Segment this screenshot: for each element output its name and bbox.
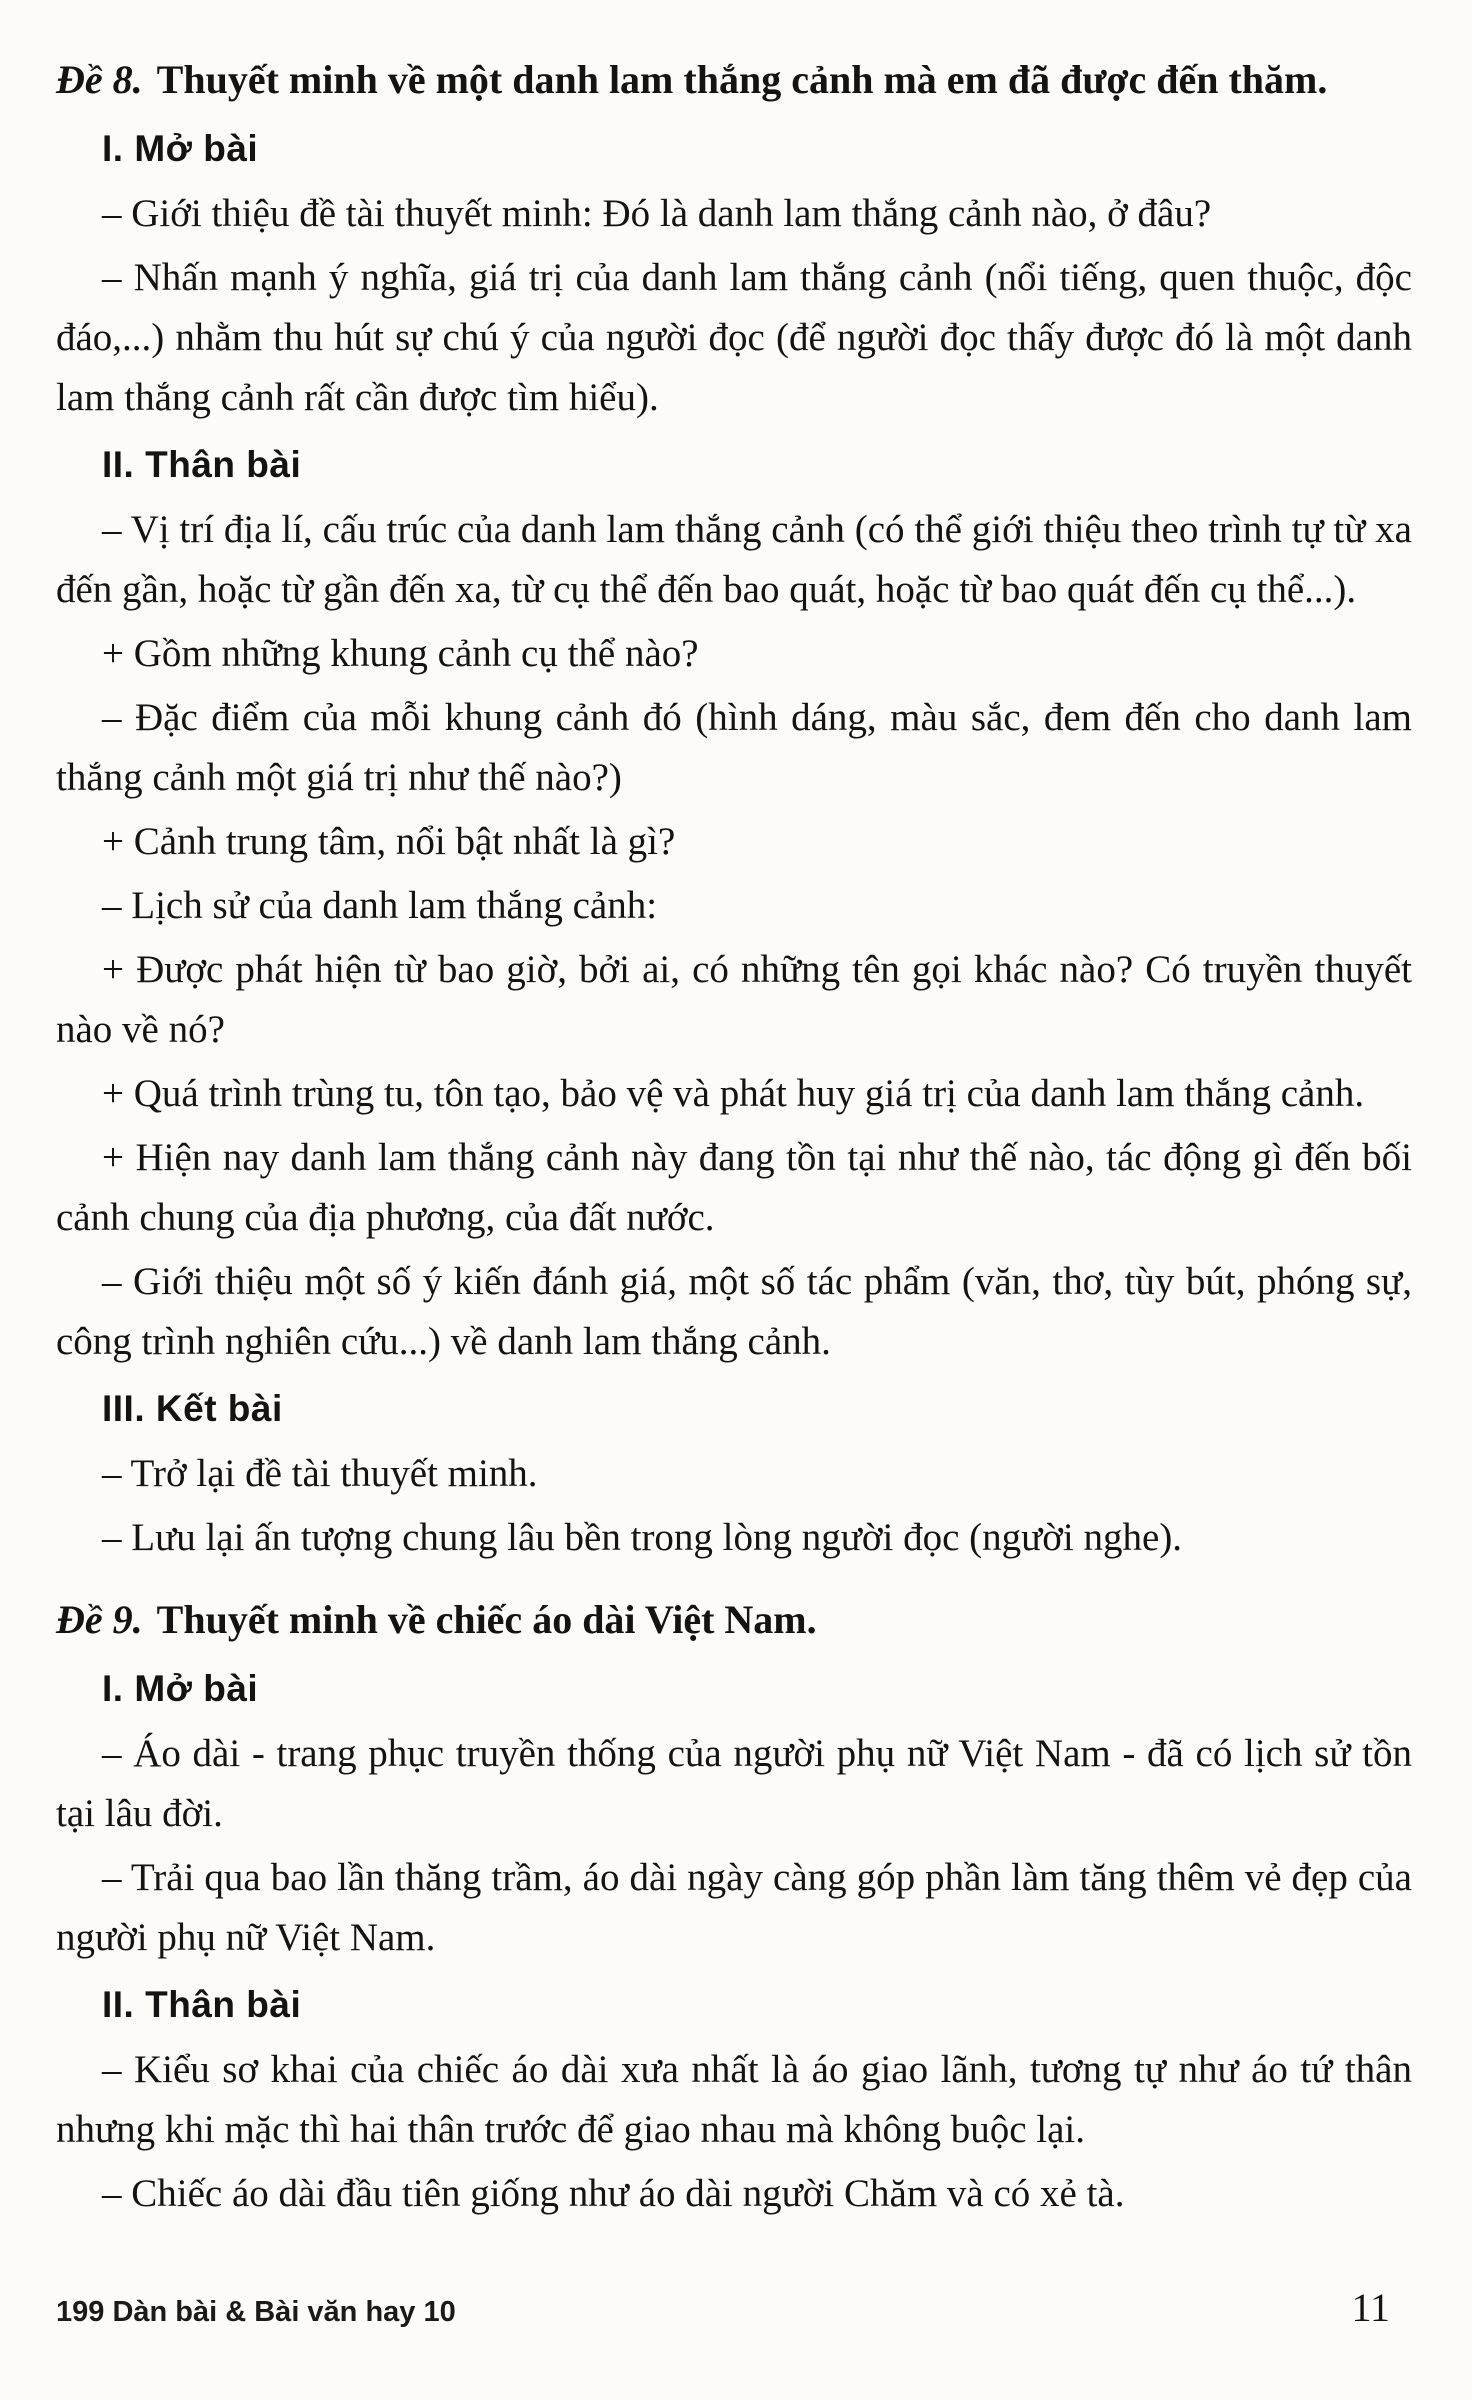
essay-number-label: Đề 9. bbox=[56, 1597, 143, 1642]
page-footer bbox=[56, 2278, 1412, 2400]
outline-item: + Được phát hiện từ bao giờ, bởi ai, có những tên gọi khác nào? Có truyền thuyết nào về nó? bbox=[56, 948, 1412, 1051]
outline-item: – Lịch sử của danh lam thắng cảnh: bbox=[102, 884, 658, 927]
outline-item: + Quá trình trùng tu, tôn tạo, bảo vệ và phát huy giá trị của danh lam thắng cảnh. bbox=[102, 1072, 1365, 1115]
section-heading: I. Mở bài bbox=[102, 1668, 259, 1709]
outline-item: + Gồm những khung cảnh cụ thể nào? bbox=[102, 632, 699, 675]
outline-item: – Chiếc áo dài đầu tiên giống như áo dài người Chăm và có xẻ tà. bbox=[102, 2172, 1125, 2215]
section-heading: I. Mở bài bbox=[102, 128, 259, 169]
outline-item: – Giới thiệu một số ý kiến đánh giá, một số tác phẩm (văn, thơ, tùy bút, phóng sự, công trình nghiên cứu...) về danh lam thắng cảnh. bbox=[56, 1260, 1412, 1363]
section-heading: II. Thân bài bbox=[102, 444, 302, 485]
footer-book-title: 199 Dàn bài & Bài văn hay 10 bbox=[56, 2296, 456, 2328]
essay-title bbox=[56, 1590, 1412, 1650]
outline-item: – Kiểu sơ khai của chiếc áo dài xưa nhất là áo giao lãnh, tương tự như áo tứ thân nhưng khi mặc thì hai thân trước để giao nhau mà không buộc lại. bbox=[56, 2048, 1412, 2151]
outline-item: – Áo dài - trang phục truyền thống của người phụ nữ Việt Nam - đã có lịch sử tồn tại lâu đời. bbox=[56, 1732, 1412, 1835]
outline-item: – Lưu lại ấn tượng chung lâu bền trong lòng người đọc (người nghe). bbox=[102, 1516, 1183, 1559]
outline-item: – Vị trí địa lí, cấu trúc của danh lam thắng cảnh (có thể giới thiệu theo trình tự từ xa đến gần, hoặc từ gần đến xa, từ cụ thể đến bao quát, hoặc từ bao quát đến cụ thể...). bbox=[56, 508, 1412, 611]
outline-item: + Cảnh trung tâm, nổi bật nhất là gì? bbox=[102, 820, 676, 863]
outline-item: – Giới thiệu đề tài thuyết minh: Đó là danh lam thắng cảnh nào, ở đâu? bbox=[102, 192, 1212, 235]
essay-title-text: Thuyết minh về một danh lam thắng cảnh mà em đã được đến thăm. bbox=[156, 57, 1328, 102]
essay-title bbox=[56, 50, 1412, 110]
essay-title-text: Thuyết minh về chiếc áo dài Việt Nam. bbox=[156, 1597, 817, 1642]
page-number: 11 bbox=[1351, 2285, 1390, 2330]
essay-number-label: Đề 8. bbox=[56, 57, 143, 102]
outline-item: – Đặc điểm của mỗi khung cảnh đó (hình dáng, màu sắc, đem đến cho danh lam thắng cảnh một giá trị như thế nào?) bbox=[56, 696, 1412, 799]
section-heading: III. Kết bài bbox=[102, 1388, 283, 1429]
section-heading: II. Thân bài bbox=[102, 1984, 302, 2025]
outline-item: – Trở lại đề tài thuyết minh. bbox=[102, 1452, 538, 1495]
outline-item: + Hiện nay danh lam thắng cảnh này đang tồn tại như thế nào, tác động gì đến bối cảnh chung của địa phương, của đất nước. bbox=[56, 1136, 1412, 1239]
outline-item: – Nhấn mạnh ý nghĩa, giá trị của danh lam thắng cảnh (nổi tiếng, quen thuộc, độc đáo,...) nhằm thu hút sự chú ý của người đọc (để người đọc thấy được đó là một danh lam thắng cảnh rất cần được tìm hiểu). bbox=[56, 256, 1412, 419]
outline-item: – Trải qua bao lần thăng trầm, áo dài ngày càng góp phần làm tăng thêm vẻ đẹp của người phụ nữ Việt Nam. bbox=[56, 1856, 1412, 1959]
